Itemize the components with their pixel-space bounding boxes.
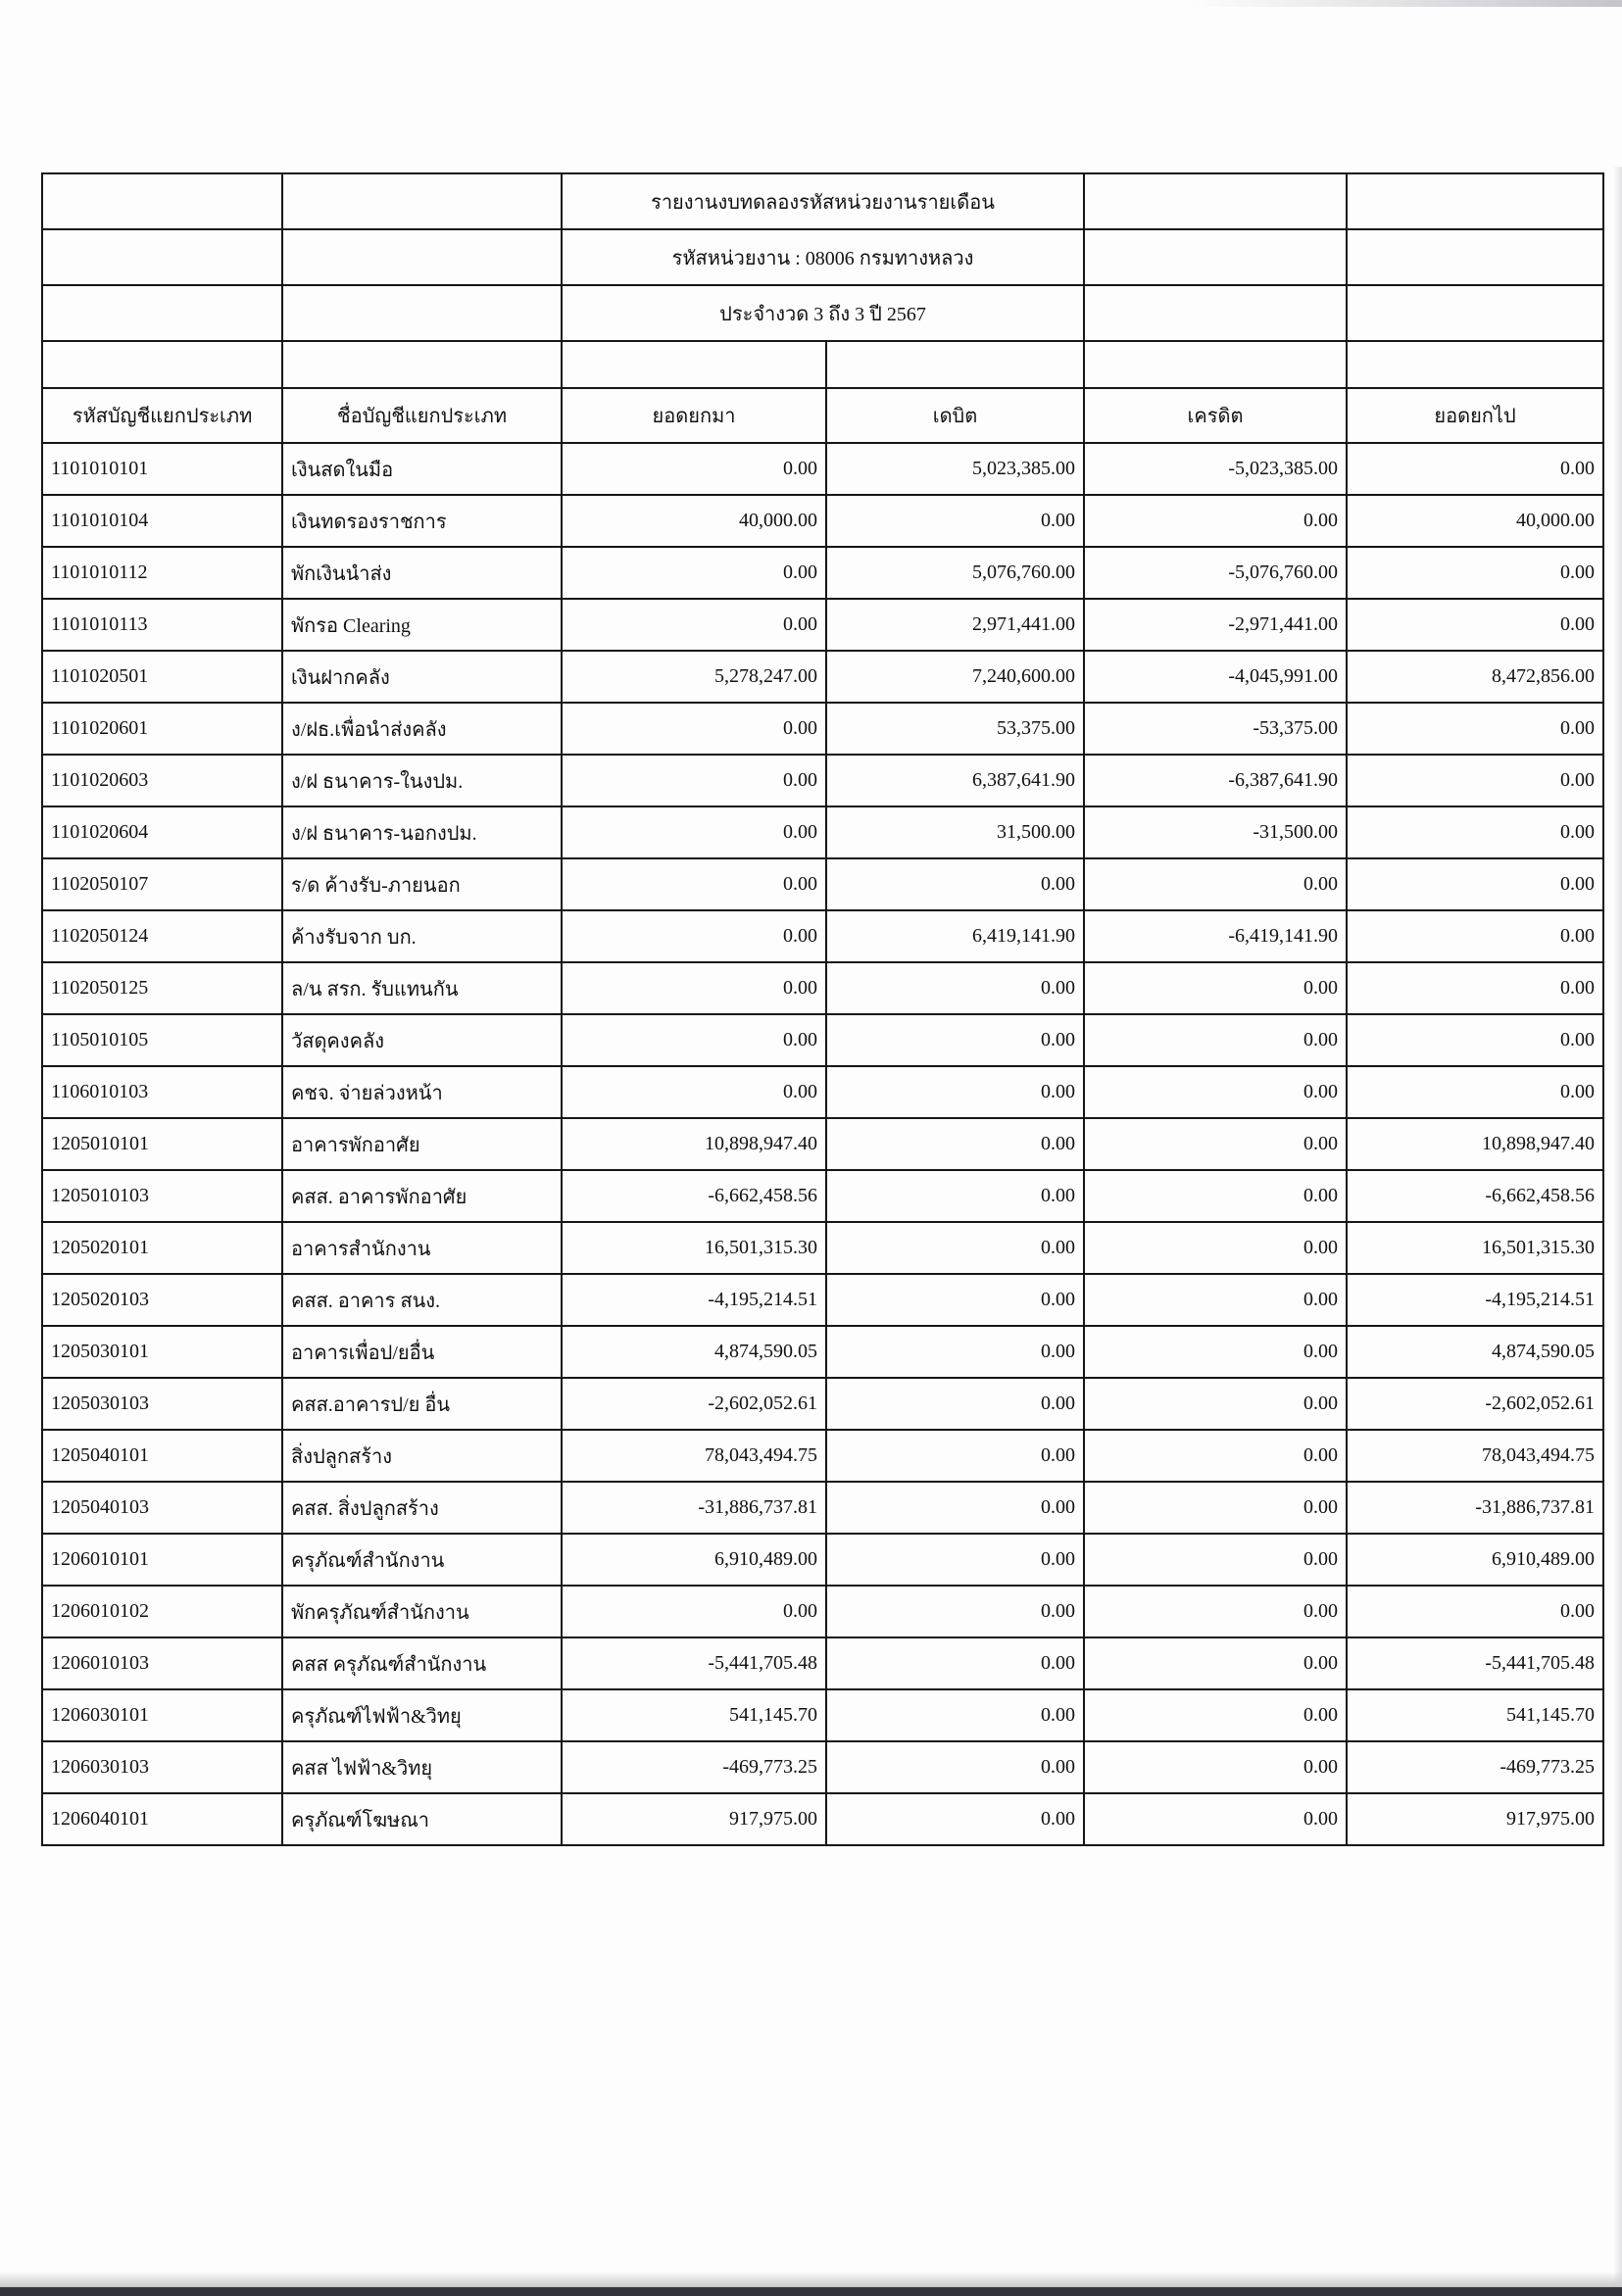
report-title: รายงานงบทดลองรหัสหน่วยงานรายเดือน	[562, 173, 1084, 229]
debit-cell: 31,500.00	[826, 806, 1084, 858]
debit-cell: 0.00	[826, 1274, 1084, 1326]
account-code-cell: 1206010103	[42, 1637, 282, 1689]
debit-cell: 0.00	[826, 962, 1084, 1014]
account-name-cell: ค้างรับจาก บก.	[282, 910, 562, 962]
account-name-cell: พักรอ Clearing	[282, 599, 562, 651]
credit-cell: 0.00	[1084, 1118, 1347, 1170]
debit-cell: 0.00	[826, 1741, 1084, 1793]
credit-cell: -5,023,385.00	[1084, 443, 1347, 495]
ending-balance-cell: -469,773.25	[1347, 1741, 1603, 1793]
account-name-cell: พักเงินนำส่ง	[282, 547, 562, 599]
beginning-balance-cell: 6,910,489.00	[562, 1534, 826, 1586]
account-code-cell: 1101010104	[42, 495, 282, 547]
ending-balance-cell: 0.00	[1347, 1066, 1603, 1118]
ending-balance-cell: 0.00	[1347, 1586, 1603, 1637]
table-row	[42, 1534, 1603, 1586]
table-row	[42, 599, 1603, 651]
empty-cell	[42, 285, 282, 341]
table-row	[42, 1741, 1603, 1793]
account-name-cell: เงินสดในมือ	[282, 443, 562, 495]
account-code-cell: 1101020603	[42, 755, 282, 806]
debit-cell: 0.00	[826, 1534, 1084, 1586]
account-name-cell: ล/น สรก. รับแทนกัน	[282, 962, 562, 1014]
account-name-cell: ง/ฝ ธนาคาร-ในงปม.	[282, 755, 562, 806]
debit-cell: 6,419,141.90	[826, 910, 1084, 962]
col-header-beginning-balance: ยอดยกมา	[562, 388, 826, 443]
beginning-balance-cell: -5,441,705.48	[562, 1637, 826, 1689]
account-name-cell: พักครุภัณฑ์สำนักงาน	[282, 1586, 562, 1637]
account-name-cell: อาคารสำนักงาน	[282, 1222, 562, 1274]
empty-cell	[282, 229, 562, 285]
empty-cell	[1347, 173, 1603, 229]
account-code-cell: 1101020601	[42, 703, 282, 755]
account-code-cell: 1206030103	[42, 1741, 282, 1793]
debit-cell: 0.00	[826, 1326, 1084, 1378]
account-name-cell: คสส ไฟฟ้า&วิทยุ	[282, 1741, 562, 1793]
ending-balance-cell: 0.00	[1347, 962, 1603, 1014]
table-row	[42, 1170, 1603, 1222]
beginning-balance-cell: 5,278,247.00	[562, 651, 826, 703]
credit-cell: -53,375.00	[1084, 703, 1347, 755]
table-row	[42, 1430, 1603, 1482]
beginning-balance-cell: -31,886,737.81	[562, 1482, 826, 1534]
table-row	[42, 1586, 1603, 1637]
account-name-cell: อาคารเพื่อป/ยอื่น	[282, 1326, 562, 1378]
beginning-balance-cell: 0.00	[562, 755, 826, 806]
account-code-cell: 1206010101	[42, 1534, 282, 1586]
account-code-cell: 1205010103	[42, 1170, 282, 1222]
empty-cell	[1084, 285, 1347, 341]
ending-balance-cell: 0.00	[1347, 1014, 1603, 1066]
credit-cell: -2,971,441.00	[1084, 599, 1347, 651]
title-row-1	[42, 173, 1603, 229]
credit-cell: 0.00	[1084, 1014, 1347, 1066]
empty-cell	[1084, 229, 1347, 285]
credit-cell: 0.00	[1084, 1274, 1347, 1326]
debit-cell: 0.00	[826, 1637, 1084, 1689]
table-row	[42, 1793, 1603, 1845]
account-name-cell: ครุภัณฑ์โฆษณา	[282, 1793, 562, 1845]
account-code-cell: 1101020501	[42, 651, 282, 703]
account-code-cell: 1102050124	[42, 910, 282, 962]
debit-cell: 0.00	[826, 1793, 1084, 1845]
scan-artifact-top-right	[1191, 0, 1622, 7]
table-row	[42, 1222, 1603, 1274]
account-name-cell: คชจ. จ่ายล่วงหน้า	[282, 1066, 562, 1118]
debit-cell: 0.00	[826, 1482, 1084, 1534]
account-code-cell: 1102050125	[42, 962, 282, 1014]
account-name-cell: ครุภัณฑ์สำนักงาน	[282, 1534, 562, 1586]
account-name-cell: ร/ด ค้างรับ-ภายนอก	[282, 858, 562, 910]
trial-balance-table	[41, 172, 1604, 1846]
table-row	[42, 1014, 1603, 1066]
ending-balance-cell: 0.00	[1347, 858, 1603, 910]
account-name-cell: คสส. อาคาร สนง.	[282, 1274, 562, 1326]
beginning-balance-cell: 0.00	[562, 1014, 826, 1066]
credit-cell: 0.00	[1084, 495, 1347, 547]
table-row	[42, 1326, 1603, 1378]
account-name-cell: คสส.อาคารป/ย อื่น	[282, 1378, 562, 1430]
account-code-cell: 1206010102	[42, 1586, 282, 1637]
ending-balance-cell: 40,000.00	[1347, 495, 1603, 547]
ending-balance-cell: 16,501,315.30	[1347, 1222, 1603, 1274]
column-header-row	[42, 388, 1603, 443]
col-header-credit: เครดิต	[1084, 388, 1347, 443]
ending-balance-cell: 0.00	[1347, 547, 1603, 599]
debit-cell: 7,240,600.00	[826, 651, 1084, 703]
col-header-debit: เดบิต	[826, 388, 1084, 443]
beginning-balance-cell: 0.00	[562, 910, 826, 962]
credit-cell: 0.00	[1084, 962, 1347, 1014]
account-code-cell: 1206040101	[42, 1793, 282, 1845]
credit-cell: 0.00	[1084, 1741, 1347, 1793]
credit-cell: -6,419,141.90	[1084, 910, 1347, 962]
period-line: ประจำงวด 3 ถึง 3 ปี 2567	[562, 285, 1084, 341]
empty-cell	[282, 173, 562, 229]
debit-cell: 53,375.00	[826, 703, 1084, 755]
account-name-cell: คสส. อาคารพักอาศัย	[282, 1170, 562, 1222]
debit-cell: 0.00	[826, 1689, 1084, 1741]
table-row	[42, 806, 1603, 858]
beginning-balance-cell: 0.00	[562, 858, 826, 910]
debit-cell: 2,971,441.00	[826, 599, 1084, 651]
account-name-cell: เงินฝากคลัง	[282, 651, 562, 703]
ending-balance-cell: -6,662,458.56	[1347, 1170, 1603, 1222]
credit-cell: 0.00	[1084, 1170, 1347, 1222]
table-row	[42, 962, 1603, 1014]
empty-cell	[1084, 173, 1347, 229]
account-name-cell: ครุภัณฑ์ไฟฟ้า&วิทยุ	[282, 1689, 562, 1741]
debit-cell: 0.00	[826, 1066, 1084, 1118]
debit-cell: 0.00	[826, 495, 1084, 547]
account-name-cell: คสส ครุภัณฑ์สำนักงาน	[282, 1637, 562, 1689]
table-row	[42, 858, 1603, 910]
credit-cell: 0.00	[1084, 1689, 1347, 1741]
beginning-balance-cell: 0.00	[562, 443, 826, 495]
spacer-row	[42, 341, 1603, 388]
account-code-cell: 1205030103	[42, 1378, 282, 1430]
beginning-balance-cell: 10,898,947.40	[562, 1118, 826, 1170]
beginning-balance-cell: 78,043,494.75	[562, 1430, 826, 1482]
table-row	[42, 1118, 1603, 1170]
table-row	[42, 910, 1603, 962]
beginning-balance-cell: 0.00	[562, 962, 826, 1014]
account-code-cell: 1205020101	[42, 1222, 282, 1274]
account-code-cell: 1205030101	[42, 1326, 282, 1378]
table-row	[42, 1689, 1603, 1741]
beginning-balance-cell: 0.00	[562, 547, 826, 599]
credit-cell: 0.00	[1084, 1066, 1347, 1118]
empty-cell	[1084, 341, 1347, 388]
beginning-balance-cell: -4,195,214.51	[562, 1274, 826, 1326]
table-row	[42, 651, 1603, 703]
table-row	[42, 703, 1603, 755]
account-code-cell: 1101010113	[42, 599, 282, 651]
beginning-balance-cell: -2,602,052.61	[562, 1378, 826, 1430]
account-code-cell: 1101010101	[42, 443, 282, 495]
debit-cell: 6,387,641.90	[826, 755, 1084, 806]
empty-cell	[1347, 285, 1603, 341]
table-row	[42, 1482, 1603, 1534]
table-body	[42, 443, 1603, 1845]
ending-balance-cell: 4,874,590.05	[1347, 1326, 1603, 1378]
debit-cell: 5,076,760.00	[826, 547, 1084, 599]
credit-cell: -4,045,991.00	[1084, 651, 1347, 703]
table-row	[42, 1066, 1603, 1118]
col-header-account-name: ชื่อบัญชีแยกประเภท	[282, 388, 562, 443]
ending-balance-cell: 541,145.70	[1347, 1689, 1603, 1741]
ending-balance-cell: -2,602,052.61	[1347, 1378, 1603, 1430]
beginning-balance-cell: 0.00	[562, 1586, 826, 1637]
ending-balance-cell: 0.00	[1347, 703, 1603, 755]
empty-cell	[42, 173, 282, 229]
ending-balance-cell: -31,886,737.81	[1347, 1482, 1603, 1534]
ending-balance-cell: 0.00	[1347, 910, 1603, 962]
beginning-balance-cell: -6,662,458.56	[562, 1170, 826, 1222]
account-code-cell: 1205020103	[42, 1274, 282, 1326]
beginning-balance-cell: 0.00	[562, 1066, 826, 1118]
debit-cell: 0.00	[826, 1222, 1084, 1274]
account-name-cell: เงินทดรองราชการ	[282, 495, 562, 547]
ending-balance-cell: -4,195,214.51	[1347, 1274, 1603, 1326]
account-code-cell: 1101020604	[42, 806, 282, 858]
table-row	[42, 1637, 1603, 1689]
debit-cell: 0.00	[826, 1430, 1084, 1482]
beginning-balance-cell: 16,501,315.30	[562, 1222, 826, 1274]
empty-cell	[562, 341, 826, 388]
ending-balance-cell: 917,975.00	[1347, 1793, 1603, 1845]
empty-cell	[1347, 229, 1603, 285]
ending-balance-cell: 0.00	[1347, 443, 1603, 495]
beginning-balance-cell: 0.00	[562, 703, 826, 755]
debit-cell: 5,023,385.00	[826, 443, 1084, 495]
account-code-cell: 1105010105	[42, 1014, 282, 1066]
empty-cell	[282, 341, 562, 388]
account-code-cell: 1205040103	[42, 1482, 282, 1534]
debit-cell: 0.00	[826, 1378, 1084, 1430]
agency-code-line: รหัสหน่วยงาน : 08006 กรมทางหลวง	[562, 229, 1084, 285]
debit-cell: 0.00	[826, 858, 1084, 910]
credit-cell: 0.00	[1084, 1378, 1347, 1430]
account-code-cell: 1102050107	[42, 858, 282, 910]
account-code-cell: 1106010103	[42, 1066, 282, 1118]
debit-cell: 0.00	[826, 1170, 1084, 1222]
credit-cell: 0.00	[1084, 1326, 1347, 1378]
credit-cell: -31,500.00	[1084, 806, 1347, 858]
credit-cell: 0.00	[1084, 1637, 1347, 1689]
scan-artifact-bottom-band	[0, 2287, 1622, 2296]
beginning-balance-cell: 917,975.00	[562, 1793, 826, 1845]
beginning-balance-cell: -469,773.25	[562, 1741, 826, 1793]
col-header-account-code: รหัสบัญชีแยกประเภท	[42, 388, 282, 443]
ending-balance-cell: 6,910,489.00	[1347, 1534, 1603, 1586]
credit-cell: 0.00	[1084, 1793, 1347, 1845]
empty-cell	[42, 229, 282, 285]
credit-cell: 0.00	[1084, 1586, 1347, 1637]
beginning-balance-cell: 0.00	[562, 806, 826, 858]
account-name-cell: วัสดุคงคลัง	[282, 1014, 562, 1066]
scan-artifact-right-edge	[1613, 167, 1622, 2283]
empty-cell	[42, 341, 282, 388]
account-name-cell: ง/ฝ ธนาคาร-นอกงปม.	[282, 806, 562, 858]
ending-balance-cell: 0.00	[1347, 806, 1603, 858]
table-row	[42, 1378, 1603, 1430]
table-row	[42, 443, 1603, 495]
debit-cell: 0.00	[826, 1586, 1084, 1637]
debit-cell: 0.00	[826, 1118, 1084, 1170]
empty-cell	[826, 341, 1084, 388]
beginning-balance-cell: 4,874,590.05	[562, 1326, 826, 1378]
table-row	[42, 495, 1603, 547]
table-row	[42, 547, 1603, 599]
beginning-balance-cell: 0.00	[562, 599, 826, 651]
credit-cell: 0.00	[1084, 1534, 1347, 1586]
account-name-cell: ง/ฝธ.เพื่อนำส่งคลัง	[282, 703, 562, 755]
col-header-ending-balance: ยอดยกไป	[1347, 388, 1603, 443]
account-code-cell: 1205010101	[42, 1118, 282, 1170]
beginning-balance-cell: 541,145.70	[562, 1689, 826, 1741]
empty-cell	[282, 285, 562, 341]
title-row-2	[42, 229, 1603, 285]
table-row	[42, 1274, 1603, 1326]
credit-cell: 0.00	[1084, 1222, 1347, 1274]
ending-balance-cell: 10,898,947.40	[1347, 1118, 1603, 1170]
table-row	[42, 755, 1603, 806]
account-name-cell: คสส. สิ่งปลูกสร้าง	[282, 1482, 562, 1534]
beginning-balance-cell: 40,000.00	[562, 495, 826, 547]
account-code-cell: 1206030101	[42, 1689, 282, 1741]
debit-cell: 0.00	[826, 1014, 1084, 1066]
credit-cell: 0.00	[1084, 1482, 1347, 1534]
account-code-cell: 1205040101	[42, 1430, 282, 1482]
ending-balance-cell: 0.00	[1347, 755, 1603, 806]
title-row-3	[42, 285, 1603, 341]
account-code-cell: 1101010112	[42, 547, 282, 599]
credit-cell: -5,076,760.00	[1084, 547, 1347, 599]
empty-cell	[1347, 341, 1603, 388]
credit-cell: -6,387,641.90	[1084, 755, 1347, 806]
credit-cell: 0.00	[1084, 858, 1347, 910]
ending-balance-cell: 0.00	[1347, 599, 1603, 651]
scan-artifact-bottom-fade	[0, 2272, 1622, 2287]
ending-balance-cell: 78,043,494.75	[1347, 1430, 1603, 1482]
account-name-cell: อาคารพักอาศัย	[282, 1118, 562, 1170]
account-name-cell: สิ่งปลูกสร้าง	[282, 1430, 562, 1482]
ending-balance-cell: -5,441,705.48	[1347, 1637, 1603, 1689]
credit-cell: 0.00	[1084, 1430, 1347, 1482]
ending-balance-cell: 8,472,856.00	[1347, 651, 1603, 703]
